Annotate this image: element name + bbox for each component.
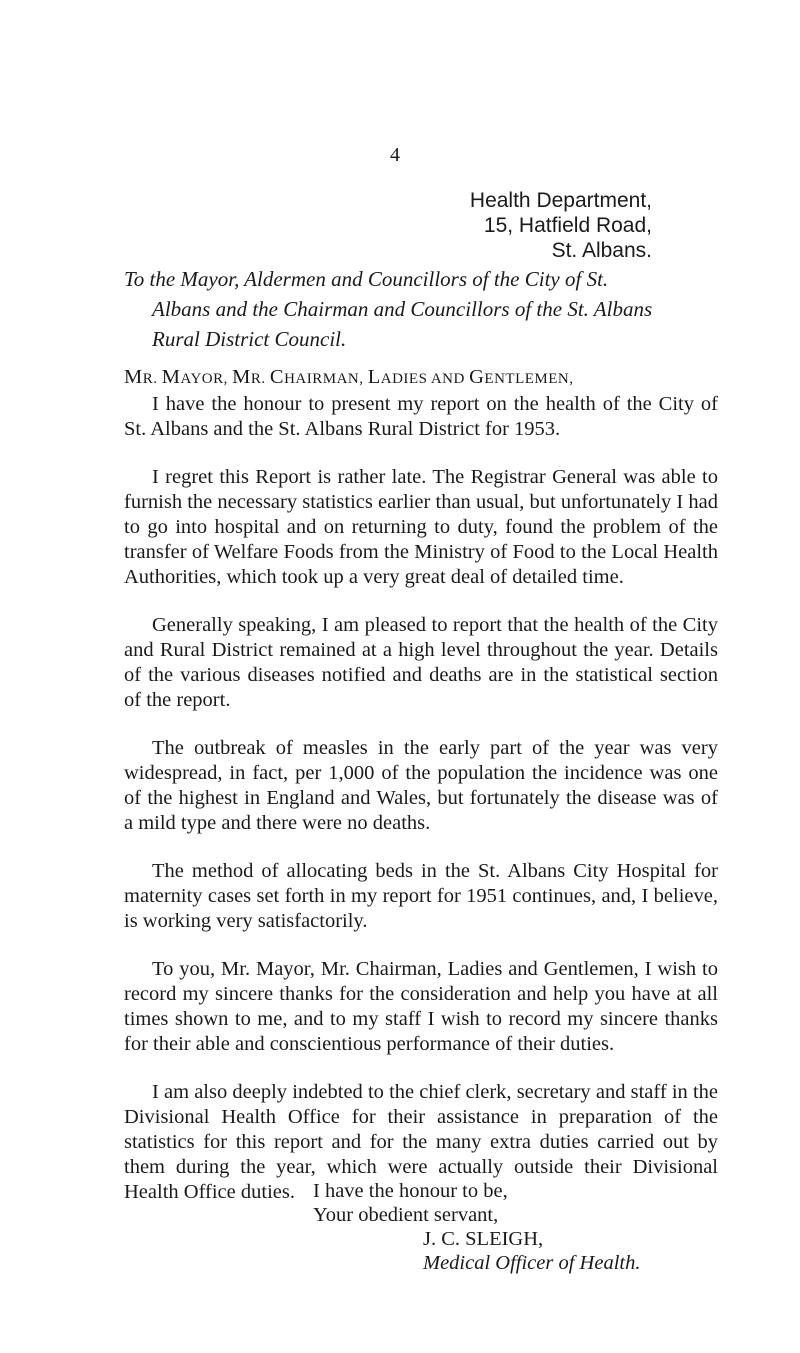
paragraph-general-health: Generally speaking, I am pleased to report that the health of the City and Rural District remained at a high level throughout the year. Details of the various diseases notified and deaths are in the statistical section of the report.	[124, 614, 718, 711]
closing-line-honour: I have the honour to be,	[313, 1180, 508, 1202]
addressee-line-3: Rural District Council.	[152, 327, 347, 351]
address-line-town: St. Albans.	[551, 239, 652, 262]
paragraph-introduction: I have the honour to present my report on the health of the City of St. Albans and the St. Albans Rural District for 1953.	[124, 393, 718, 440]
signatory-name: J. C. SLEIGH,	[423, 1228, 544, 1250]
paragraph-measles-outbreak: The outbreak of measles in the early part of the year was very widespread, in fact, per 1,000 of the population the incidence was one of the highest in England and Wales, but fortunately the disease was of a mild type and there were no deaths.	[124, 737, 718, 834]
paragraph-thanks-council: To you, Mr. Mayor, Mr. Chairman, Ladies and Gentlemen, I wish to record my sincere thanks for the consideration and help you have at all times shown to me, and to my staff I wish to record my sincere thanks for their able and conscientious performance of their duties.	[124, 958, 718, 1055]
closing-signature-block	[313, 1179, 640, 1275]
sender-address	[470, 188, 652, 263]
paragraph-late-report: I regret this Report is rather late. The Registrar General was able to furnish the necessary statistics earlier than usual, but unfortunately I had to go into hospital and on returning to duty, found the problem of the transfer of Welfare Foods from the Ministry of Food to the Local Health Authorities, which took up a very great deal of detailed time.	[124, 466, 718, 588]
signatory-title: Medical Officer of Health.	[423, 1252, 641, 1274]
address-line-street: 15, Hatfield Road,	[483, 214, 652, 237]
addressee-line-2: Albans and the Chairman and Councillors of the St. Albans	[152, 297, 653, 321]
address-line-department: Health Department,	[469, 189, 652, 212]
addressee-line-1: To the Mayor, Aldermen and Councillors of the City of St.	[124, 267, 609, 291]
paragraph-maternity-beds: The method of allocating beds in the St. Albans City Hospital for maternity cases set forth in my report for 1951 continues, and, I believe, is working very satisfactorily.	[124, 860, 718, 932]
paragraph-thanks-staff: I am also deeply indebted to the chief clerk, secretary and staff in the Divisional Health Office for their assistance in preparation of the statistics for this report and for the many extra duties carried out by them during the year, which were actually outside their Divisional Health Office duties.	[124, 1081, 718, 1203]
page-number: 4	[390, 144, 400, 166]
closing-line-servant: Your obedient servant,	[313, 1204, 499, 1226]
addressee-block	[124, 264, 714, 354]
salutation: MR. MAYOR, MR. CHAIRMAN, LADIES AND GENTLEMEN,	[124, 366, 574, 388]
letter-body	[124, 365, 718, 1228]
